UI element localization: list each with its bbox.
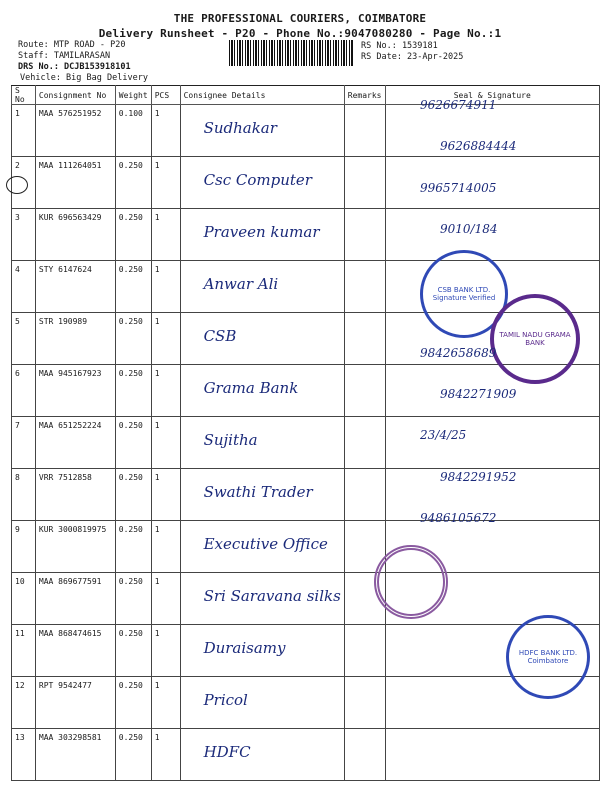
row-pcs: 1: [151, 521, 180, 573]
row-consignment-no: STY 6147624: [35, 261, 115, 313]
row-sno: 2: [12, 157, 36, 209]
signature-handwriting: 23/4/25: [420, 428, 467, 443]
row-consignment-no: KUR 3000819975: [35, 521, 115, 573]
row-consignment-no: KUR 696563429: [35, 209, 115, 261]
col-consignee: Consignee Details: [180, 86, 344, 105]
row-consignee-details: [180, 157, 344, 209]
row-weight: 0.250: [115, 625, 151, 677]
row-sno: 9: [12, 521, 36, 573]
row-pcs: 1: [151, 105, 180, 157]
row-sno: 4: [12, 261, 36, 313]
row-consignee-details: [180, 209, 344, 261]
row-consignee-details: [180, 729, 344, 781]
row-sno: 6: [12, 365, 36, 417]
row-consignee-details: [180, 105, 344, 157]
row-signature: [385, 729, 600, 781]
row-pcs: 1: [151, 313, 180, 365]
tamil-nadu-grama-bank-stamp: TAMIL NADU GRAMA BANK: [490, 294, 580, 384]
barcode: [229, 40, 353, 66]
col-signature: Seal & Signature: [385, 86, 600, 105]
row-sno: 7: [12, 417, 36, 469]
consignee-handwriting: CSB: [203, 327, 237, 345]
row-pcs: 1: [151, 417, 180, 469]
table-row: [12, 521, 600, 573]
row-sno: 3: [12, 209, 36, 261]
row-consignment-no: MAA 651252224: [35, 417, 115, 469]
row-weight: 0.250: [115, 573, 151, 625]
row-remarks: [344, 105, 385, 157]
row-weight: 0.250: [115, 469, 151, 521]
signature-handwriting: 9842658689: [420, 345, 497, 360]
table-row: [12, 157, 600, 209]
row-remarks: [344, 365, 385, 417]
row-consignment-no: MAA 945167923: [35, 365, 115, 417]
signature-handwriting: 9842271909: [440, 387, 517, 402]
row-consignee-details: [180, 625, 344, 677]
consignee-handwriting: Sujitha: [203, 431, 258, 449]
col-pcs: PCS: [151, 86, 180, 105]
row-sno: 11: [12, 625, 36, 677]
col-weight: Weight: [115, 86, 151, 105]
row-remarks: [344, 729, 385, 781]
row-remarks: [344, 469, 385, 521]
col-sno: S No: [12, 86, 36, 105]
row-pcs: 1: [151, 209, 180, 261]
row-consignee-details: [180, 365, 344, 417]
page-title: THE PROFESSIONAL COURIERS, COIMBATORE: [173, 12, 427, 25]
row-weight: 0.250: [115, 313, 151, 365]
row-remarks: [344, 417, 385, 469]
row-consignment-no: MAA 868474615: [35, 625, 115, 677]
row-sno: 13: [12, 729, 36, 781]
row-sno: 8: [12, 469, 36, 521]
row-remarks: [344, 313, 385, 365]
row-pcs: 1: [151, 573, 180, 625]
row-pcs: 1: [151, 677, 180, 729]
row-pcs: 1: [151, 625, 180, 677]
row-remarks: [344, 677, 385, 729]
row-pcs: 1: [151, 157, 180, 209]
row-weight: 0.100: [115, 105, 151, 157]
signature-handwriting: 9965714005: [420, 180, 497, 195]
consignee-handwriting: Sudhakar: [203, 119, 277, 137]
row-sno: 5: [12, 313, 36, 365]
consignee-handwriting: Praveen kumar: [203, 223, 320, 241]
csb-bank-stamp: CSB BANK LTD. Signature Verified: [420, 250, 508, 338]
route-field: Route: MTP ROAD - P20: [18, 40, 126, 50]
row-weight: 0.250: [115, 729, 151, 781]
row-weight: 0.250: [115, 157, 151, 209]
hdfc-bank-stamp: HDFC BANK LTD. Coimbatore: [506, 615, 590, 699]
row-consignment-no: MAA 111264051: [35, 157, 115, 209]
col-remarks: Remarks: [344, 86, 385, 105]
consignee-handwriting: Swathi Trader: [203, 483, 313, 501]
row-consignee-details: [180, 313, 344, 365]
vehicle-field: Vehicle: Big Bag Delivery: [20, 73, 148, 83]
row-consignment-no: VRR 7512858: [35, 469, 115, 521]
row-consignee-details: [180, 521, 344, 573]
consignee-handwriting: Anwar Ali: [203, 275, 279, 293]
row-consignee-details: [180, 573, 344, 625]
pricol-stamp: [374, 545, 448, 619]
row-consignee-details: [180, 417, 344, 469]
row-consignment-no: MAA 303298581: [35, 729, 115, 781]
row-weight: 0.250: [115, 677, 151, 729]
row-3-circle-mark: [6, 176, 28, 194]
row-consignee-details: [180, 677, 344, 729]
row-consignment-no: MAA 576251952: [35, 105, 115, 157]
row-consignment-no: RPT 9542477: [35, 677, 115, 729]
row-consignment-no: STR 190989: [35, 313, 115, 365]
row-remarks: [344, 157, 385, 209]
table-row: [12, 573, 600, 625]
row-pcs: 1: [151, 469, 180, 521]
row-consignee-details: [180, 261, 344, 313]
consignee-handwriting: Pricol: [203, 691, 248, 709]
signature-handwriting: 9486105672: [420, 511, 497, 525]
row-remarks: [344, 261, 385, 313]
row-sno: 1: [12, 105, 36, 157]
row-weight: 0.250: [115, 417, 151, 469]
row-sno: 12: [12, 677, 36, 729]
staff-field: Staff: TAMILARASAN: [18, 51, 111, 61]
consignee-handwriting: Sri Saravana silks: [203, 587, 341, 605]
table-row: [12, 209, 600, 261]
row-consignment-no: MAA 869677591: [35, 573, 115, 625]
rs-date: RS Date: 23-Apr-2025: [361, 52, 464, 62]
row-weight: 0.250: [115, 521, 151, 573]
row-pcs: 1: [151, 365, 180, 417]
rs-number: RS No.: 1539181: [361, 41, 438, 51]
page-subtitle: Delivery Runsheet - P20 - Phone No.:9047080280 - Page No.:1: [98, 27, 502, 40]
row-consignee-details: [180, 469, 344, 521]
row-remarks: [344, 209, 385, 261]
consignee-handwriting: Executive Office: [203, 535, 328, 553]
consignee-handwriting: Csc Computer: [203, 171, 312, 189]
table-row: [12, 417, 600, 469]
row-weight: 0.250: [115, 261, 151, 313]
col-consignment: Consignment No: [35, 86, 115, 105]
signature-handwriting: 9626674911: [420, 98, 497, 112]
row-pcs: 1: [151, 729, 180, 781]
row-remarks: [344, 625, 385, 677]
row-sno: 10: [12, 573, 36, 625]
signature-handwriting: 9010/184: [440, 221, 498, 236]
row-weight: 0.250: [115, 209, 151, 261]
consignee-handwriting: Grama Bank: [203, 379, 299, 397]
consignee-handwriting: HDFC: [203, 743, 251, 761]
drs-field: DRS No.: DCJB153918101: [18, 62, 131, 72]
row-weight: 0.250: [115, 365, 151, 417]
row-pcs: 1: [151, 261, 180, 313]
table-row: [12, 677, 600, 729]
signature-handwriting: 9842291952: [440, 469, 517, 484]
row-signature: [385, 417, 600, 469]
table-row: [12, 729, 600, 781]
consignee-handwriting: Duraisamy: [203, 639, 286, 657]
signature-handwriting: 9626884444: [440, 139, 517, 154]
